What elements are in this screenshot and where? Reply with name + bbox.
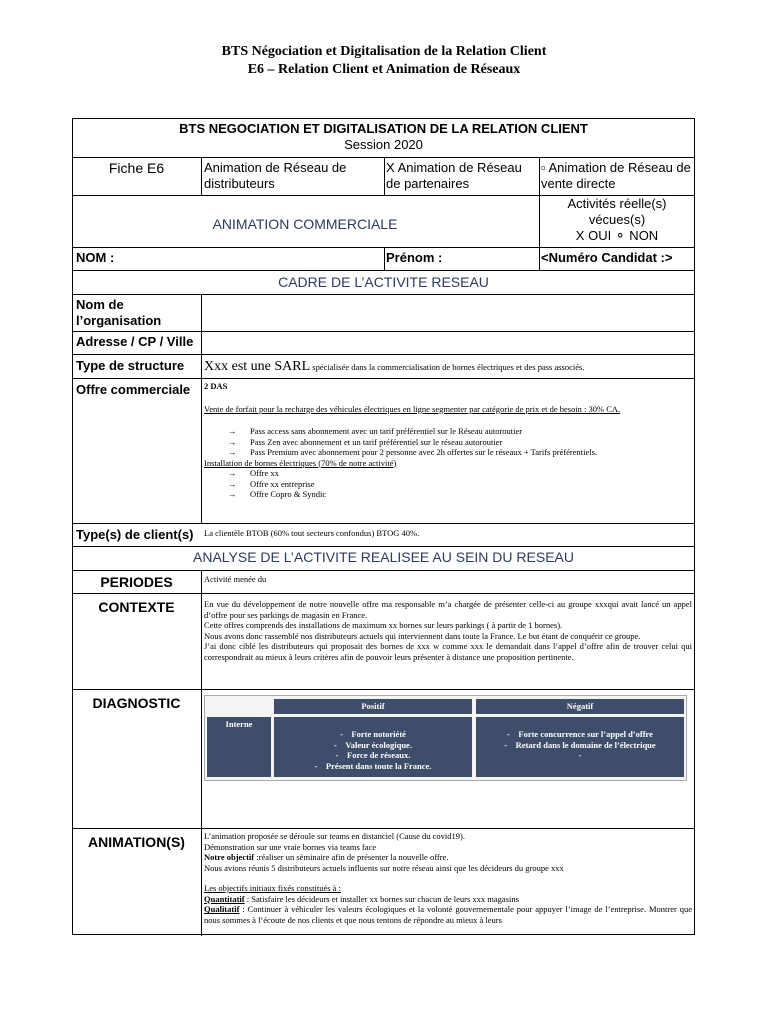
contexte-content [204, 599, 692, 662]
offre-content [204, 381, 692, 500]
swot-header-negatif: Négatif [476, 699, 684, 714]
candidat-label: <Numéro Candidat :> [541, 250, 673, 265]
structure-value-detail: spécialisée dans la commercialisation de bornes électriques et des pass associés. [310, 362, 585, 372]
contexte-paragraph: J’ai donc ciblé les distributeurs qui proposait des bornes de xxx w comme xxx le demandait dans l’appel d’offre afin de trouver celui qui correspondrait au mieux à leurs critères afin de pouvoir leurs présenter à distance une proposition pertinente. [204, 641, 692, 662]
contexte-paragraph: Nous avons donc rassemblé nos distributeurs actuels qui interviennent dans toute la France. Le but étant de conquérir ce groupe. [204, 630, 641, 641]
offre-pass-item: → Pass Premium avec abonnement pour 2 personne avec 2h offertes sur le réseaux + Tarifs préférentiels. [204, 447, 692, 458]
swot-row-interne: Interne [207, 717, 271, 777]
option-partenaires: X Animation de Réseau de partenaires [386, 160, 522, 191]
contexte-label: CONTEXTE [98, 599, 175, 615]
offre-install-item: → Offre xx [204, 468, 692, 479]
swot-positif-cell [274, 717, 472, 777]
offre-vente: Vente de forfait pour la recharge des véhicules électriques en ligne segmenter par catégorie de prix et de besoin : 30% CA. [204, 403, 621, 414]
document-title-line1: BTS Négociation et Digitalisation de la Relation Client [221, 44, 547, 59]
animation-label: ANIMATION(S) [88, 834, 185, 850]
offre-pass-item: → Pass Zen avec abonnement et un tarif préférentiel sur le réseau autoroutier [204, 437, 692, 448]
structure-label: Type de structure [76, 358, 185, 373]
clients-value: La clientèle BTOB (60% tout secteurs confondus) BTOG 40%. [204, 528, 420, 538]
section-cadre-title: CADRE DE L’ACTIVITE RESEAU [278, 274, 489, 290]
swot-positif-item: - Présent dans toute la France. [314, 760, 432, 771]
structure-value [204, 358, 692, 375]
fiche-label: Fiche E6 [108, 160, 165, 176]
offre-pass-item: → Pass access sans abonnement avec un tarif préférentiel sur le Réseau autoroutier [204, 426, 692, 437]
offre-install-item: → Offre Copro & Syndic [204, 489, 692, 500]
swot-negatif-cell [476, 717, 684, 777]
organisation-label: Nom de l’organisation [76, 297, 162, 328]
adresse-label: Adresse / CP / Ville [76, 334, 194, 349]
animation-line: L’animation proposée se déroule sur teams en distanciel (Cause du covid19). [204, 831, 465, 841]
clients-label: Type(s) de client(s) [76, 527, 194, 542]
animation-objectif: Notre objectif :réaliser un séminaire afin de présenter la nouvelle offre. [204, 852, 449, 862]
animation-reunis: Nous avions réunis 5 distributeurs actuels influents sur notre réseau ainsi que les décideurs du groupe xxx [204, 862, 564, 873]
option-vente-directe: ▫ Animation de Réseau de vente directe [541, 160, 691, 191]
option-distributeurs: Animation de Réseau de distributeurs [204, 160, 347, 191]
offre-label: Offre commerciale [76, 382, 191, 397]
swot-negatif-item: - Retard dans le domaine de l’électrique [504, 739, 656, 750]
swot-header-positif: Positif [274, 699, 472, 714]
prenom-label: Prénom : [386, 250, 443, 265]
table-title: BTS NEGOCIATION ET DIGITALISATION DE LA RELATION CLIENT [179, 121, 588, 136]
structure-value-main: Xxx est une SARL [204, 359, 311, 374]
swot-negatif-item: - [578, 750, 582, 760]
offre-das: 2 DAS [204, 381, 228, 391]
periodes-value: Activité menée du [204, 574, 267, 584]
document-title-line2: E6 – Relation Client et Animation de Réseaux [247, 62, 521, 77]
diagnostic-label: DIAGNOSTIC [92, 695, 181, 711]
animation-line: Démonstration sur une vraie bornes via teams face [204, 841, 377, 852]
animation-commerciale-title: ANIMATION COMMERCIALE [212, 216, 398, 232]
nom-label: NOM : [76, 250, 115, 265]
animation-objectifs-title: Les objectifs initiaux fixés constitués à : [204, 883, 341, 893]
animation-quantitatif: Quantitatif : Satisfaire les décideurs et installer xx bornes sur chacun de leurs xxx magasins [204, 893, 519, 904]
offre-install-item: → Offre xx entreprise [204, 479, 692, 490]
contexte-paragraph: En vue du développement de notre nouvelle offre ma responsable m’a chargée de présenter celle-ci au groupe xxxqui avait lancé un appel d’offre pour ses parkings de magasin en France. [204, 599, 692, 620]
section-analyse-title: ANALYSE DE L’ACTIVITE REALISEE AU SEIN DU RESEAU [193, 549, 574, 565]
swot-negatif-item: - Forte concurrence sur l’appel d’offre [507, 729, 653, 739]
swot-positif-item: - Valeur écologique. [334, 739, 412, 750]
contexte-paragraph: Cette offres comprends des installations de maximum xx bornes sur leurs parkings ( à partir de 1 bornes). [204, 620, 563, 630]
swot-positif-item: - Force de réseaux. [335, 750, 411, 760]
activites-choice: X OUI ⚬ NON [575, 228, 659, 243]
session-label: Session 2020 [344, 137, 423, 152]
activites-label: Activités réelle(s) vécues(s) [567, 196, 667, 227]
periodes-label: PERIODES [100, 574, 173, 590]
offre-install: Installation de bornes électriques (70% de notre activité) [204, 457, 397, 468]
animation-content [204, 831, 692, 925]
animation-qualitatif: Qualitatif : Continuer à véhiculer les valeurs écologiques et la volonté gouvernementale pour appuyer l’image de l’entreprise. Montrer que nous sommes à l’écoute de nos clients et que nous tentons de répondre au mieux à leurs [204, 904, 692, 925]
swot-positif-item: - Forte notoriété [340, 729, 406, 739]
